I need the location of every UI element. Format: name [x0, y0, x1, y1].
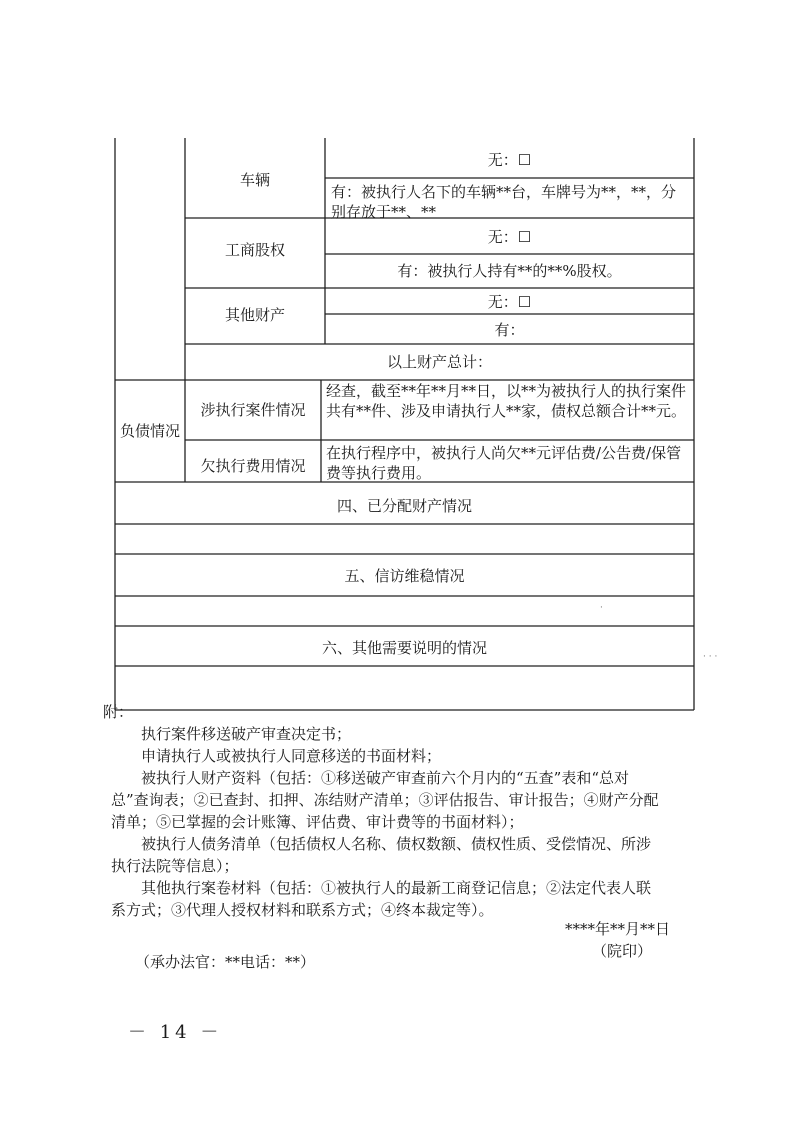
section6-heading: 六、其他需要说明的情况: [321, 639, 487, 657]
scan-speck: · · ·: [703, 652, 718, 662]
attachment-item: 其他执行案卷材料（包括：①被执行人的最新工商登记信息；②法定代表人联系方式；③代理人授权材料和联系方式；④终本裁定等）。: [111, 879, 652, 919]
attachment-item: 被执行人财产资料（包括：①移送破产审查前六个月内的“五查”表和“总对总”查询表；②已查封、扣押、冻结财产清单；③评估报告、审计报告；④财产分配清单；⑤已掌握的会计账簿、评估费、审计费等的书面材料）；: [111, 769, 659, 831]
section5-heading: 五、信访维稳情况: [344, 567, 465, 585]
debt-fees-text: 在执行程序中，被执行人尚欠**元评估费/公告费/保管费等执行费用。: [326, 444, 682, 482]
other-property-none: 无：☐: [487, 293, 532, 311]
attachments-heading: 附：: [103, 703, 134, 721]
attachment-item: 被执行人债务清单（包括债权人名称、债权数额、债权性质、受偿情况、所涉执行法院等信息）；: [111, 835, 652, 875]
other-property-has: 有：: [494, 321, 525, 339]
scan-speck: ·: [600, 603, 603, 613]
judge-contact: （承办法官：**电话：**）: [135, 953, 316, 971]
equity-has: 有：被执行人持有**的**%股权。: [397, 262, 622, 280]
equity-none: 无：☐: [487, 228, 532, 246]
court-seal: （院印）: [592, 942, 653, 960]
attachment-item: 执行案件移送破产审查决定书；: [141, 725, 352, 743]
property-total: 以上财产总计：: [386, 353, 492, 371]
section4-heading: 四、已分配财产情况: [336, 497, 472, 515]
other-property-label: 其他财产: [224, 306, 285, 324]
vehicle-has: 有：被执行人名下的车辆**台，车牌号为**，**，分别存放于**、**: [331, 183, 677, 221]
debt-fees-label: 欠执行费用情况: [200, 457, 306, 475]
attachment-item: 申请执行人或被执行人同意移送的书面材料；: [141, 747, 442, 765]
debt-cases-label: 涉执行案件情况: [200, 401, 306, 419]
page-number: － 14 －: [128, 1022, 223, 1043]
debt-cases-text: 经查，截至**年**月**日，以**为被执行人的执行案件共有**件、涉及申请执行人**家，债权总额合计**元。: [326, 382, 687, 420]
signature-date: ****年**月**日: [565, 920, 671, 938]
equity-label: 工商股权: [224, 241, 285, 259]
vehicle-none: 无：☐: [487, 151, 532, 169]
vehicle-label: 车辆: [239, 171, 270, 189]
attachments-list: [111, 723, 661, 921]
debt-label: 负债情况: [119, 422, 180, 440]
